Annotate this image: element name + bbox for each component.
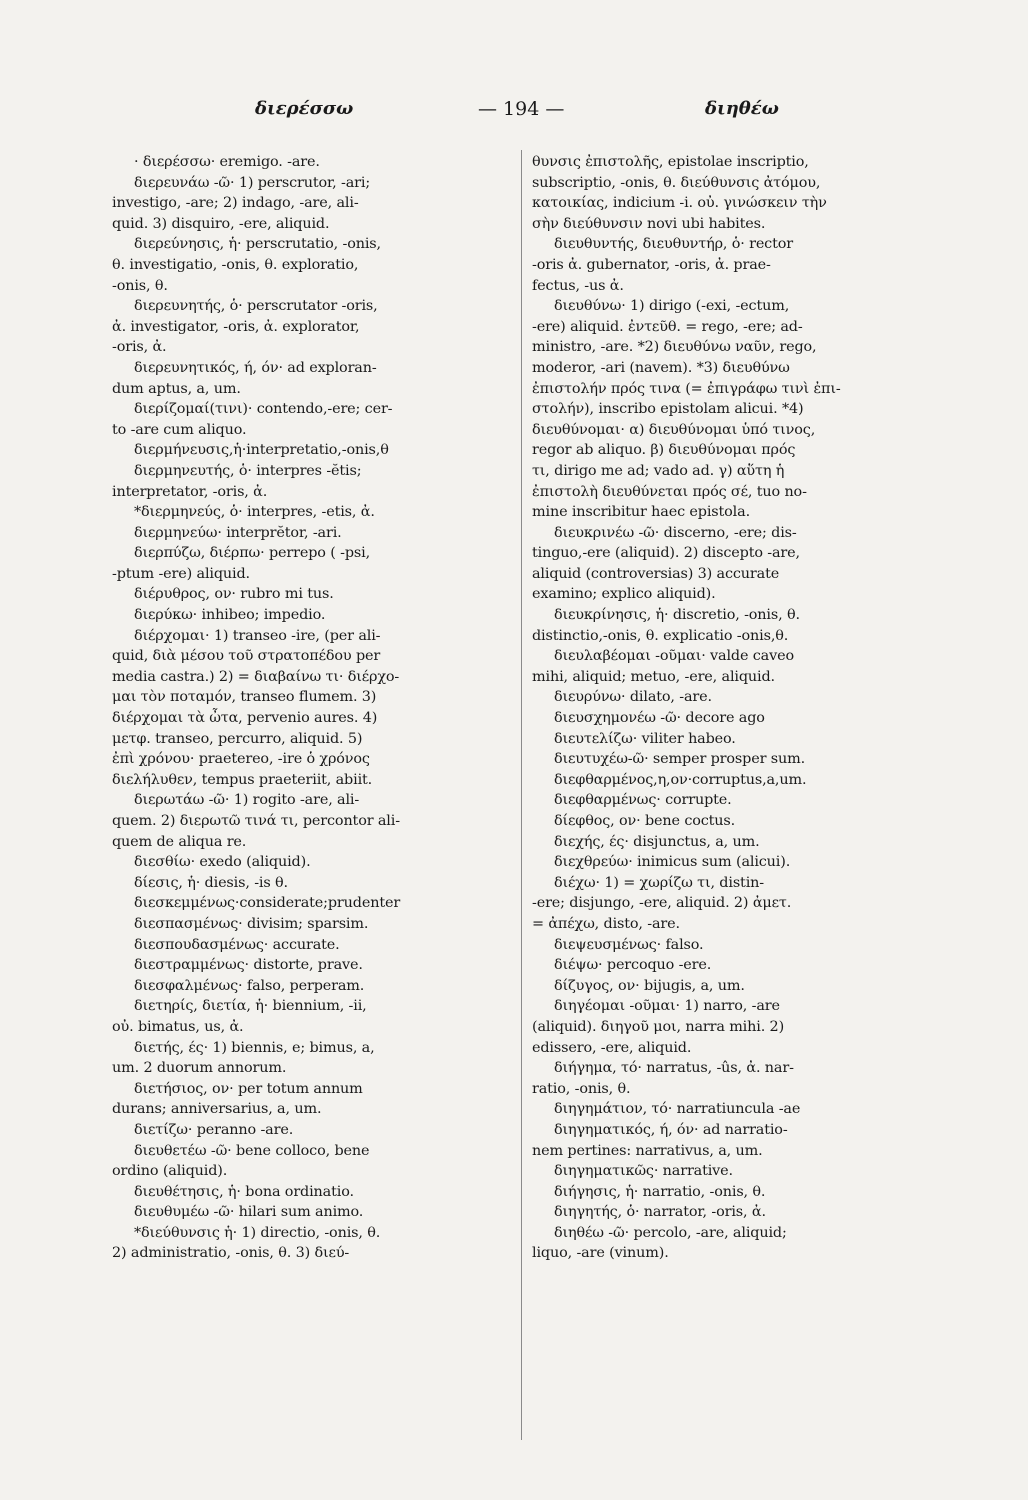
entry-line: ratio, -onis, θ. <box>532 1080 631 1097</box>
entry-line: distinctio,-onis, θ. explicatio -onis,θ. <box>532 627 789 644</box>
entry-line: διευθέτησις, ἡ· bona ordinatio. <box>134 1183 354 1200</box>
entry-line: subscriptio, -onis, θ. διεύθυνσις ἀτόμου, <box>532 174 821 191</box>
entry-line: διεσφαλμένως· falso, perperam. <box>134 977 365 994</box>
entry-line: διεσπουδασμένως· accurate. <box>134 936 340 953</box>
entry-line: interpretator, -oris, ἀ. <box>112 483 268 500</box>
entry-line: θυνσις ἐπιστολῆς, epistolae inscriptio, <box>532 154 809 170</box>
entry-line: examino; explico aliquid). <box>532 586 716 603</box>
entry-line: moderor, -ari (navem). *3) διευθύνω <box>532 359 790 376</box>
entry-line: *διερμηνεύς, ὁ· interpres, -etis, ἀ. <box>134 504 375 521</box>
entry-line: liquo, -are (vinum). <box>532 1245 669 1262</box>
entry-line: quem. 2) διερωτῶ τινά τι, percontor ali- <box>112 813 400 829</box>
header-last-entry: διηθέω <box>705 98 779 119</box>
right-column <box>532 152 924 1264</box>
entry-line: διηγηματικῶς· narrative. <box>554 1163 733 1180</box>
entry-line: διερμηνευτής, ὁ· interpres -ĕtis; <box>134 462 362 479</box>
entry-line: δίζυγος, ον· bijugis, a, um. <box>554 977 745 994</box>
entry-line: διηγητής, ὁ· narrator, -oris, ἀ. <box>554 1204 766 1221</box>
entry-line: διερπύζω, διέρπω· perrepo ( -psi, <box>134 545 371 562</box>
left-column <box>112 152 512 1264</box>
entry-line: -oris ἀ. gubernator, -oris, ἀ. prae- <box>532 256 771 273</box>
entry-line: διεστραμμένως· distorte, prave. <box>134 957 363 974</box>
entry-line: -onis, θ. <box>112 277 168 294</box>
entry-line: διέψω· percoquo -ere. <box>554 957 712 974</box>
entry-line: edissero, -ere, aliquid. <box>532 1039 692 1056</box>
entry-line: διερωτάω -ῶ· 1) rogito -are, ali- <box>134 792 360 809</box>
entry-line: διερμήνευσις,ἡ·interpretatio,-onis,θ <box>134 442 389 459</box>
entry-line: διερευνάω -ῶ· 1) perscrutor, -ari; <box>134 174 371 191</box>
entry-line: διελήλυθεν, tempus praeteriit, abiit. <box>112 771 373 788</box>
entry-line: διεχής, ές· disjunctus, a, um. <box>554 833 760 850</box>
entry-line: σὴν διεύθυνσιν novi ubi habites. <box>532 215 766 232</box>
entry-line: διευτελίζω· viliter habeo. <box>554 730 736 747</box>
entry-line: διερεύνησις, ἡ· perscrutatio, -onis, <box>134 236 381 253</box>
entry-line: = ἀπέχω, disto, -are. <box>532 915 680 932</box>
entry-line: διετήσιος, ον· per totum annum <box>134 1080 363 1097</box>
entry-line: κατοικίας, indicium -i. οὐ. γινώσκειν τὴν <box>532 195 827 212</box>
entry-line: διευσχημονέω -ῶ· decore ago <box>554 710 765 727</box>
entry-line: διέρυθρος, ον· rubro mi tus. <box>134 586 334 603</box>
entry-line: ἐπιστολὴ διευθύνεται πρός σέ, tuo no- <box>532 483 807 500</box>
entry-line: aliquid (controversias) 3) accurate <box>532 565 780 582</box>
entry-line: διετίζω· peranno -are. <box>134 1121 294 1138</box>
entry-line: διερευνητής, ὁ· perscrutator -oris, <box>134 298 378 315</box>
entry-line: διευθύνω· 1) dirigo (-exi, -ectum, <box>554 298 790 315</box>
entry-line: 2) administratio, -onis, θ. 3) διεύ- <box>112 1245 350 1262</box>
entry-line: διήγημα, τό· narratus, -ûs, ἀ. nar- <box>554 1060 794 1077</box>
entry-line: θ. investigatio, -onis, θ. exploratio, <box>112 256 359 273</box>
entry-line: διηγηματικός, ή, όν· ad narratio- <box>554 1121 788 1138</box>
entry-line: -oris, ἀ. <box>112 339 167 356</box>
entry-line: διεχθρεύω· inimicus sum (alicui). <box>554 854 791 871</box>
entry-line: διερύκω· inhibeo; impedio. <box>134 607 326 624</box>
entry-line: διέρχομαι· 1) transeo -ire, (per ali- <box>134 627 381 644</box>
entry-line: μαι τὸν ποταμόν, transeo flumem. 3) <box>112 689 377 706</box>
entry-line: regor ab aliquo. β) διευθύνομαι πρός <box>532 442 796 459</box>
column-divider <box>521 150 522 1440</box>
entry-line: διεσθίω· exedo (aliquid). <box>134 854 311 871</box>
entry-line: διηγέομαι -οῦμαι· 1) narro, -are <box>554 998 780 1015</box>
entry-line: διευθύνομαι· α) διευθύνομαι ὑπό τινος, <box>532 421 816 438</box>
entry-line: ἐπὶ χρόνου· praetereo, -ire ὁ χρόνος <box>112 751 370 768</box>
entry-line: στολήν), inscribo epistolam alicui. *4) <box>532 401 804 418</box>
entry-line: tinguo,-ere (aliquid). 2) discepto -are, <box>532 545 800 562</box>
entry-line: διεψευσμένως· falso. <box>554 936 704 953</box>
entry-line: media castra.) 2) = διαβαίνω τι· διέρχο- <box>112 668 400 685</box>
entry-line: nem pertines: narrativus, a, um. <box>532 1142 763 1159</box>
entry-line: -ere; disjungo, -ere, aliquid. 2) ἀμετ. <box>532 895 792 912</box>
entry-line: οὐ. bimatus, us, ἀ. <box>112 1018 244 1035</box>
entry-line: ministro, -are. *2) διευθύνω ναῦν, rego, <box>532 339 817 356</box>
entry-line: to -are cum aliquo. <box>112 421 247 438</box>
entry-line: (aliquid). διηγοῦ μοι, narra mihi. 2) <box>532 1018 785 1035</box>
entry-line: ἀ. investigator, -oris, ἀ. explorator, <box>112 318 360 335</box>
entry-line: · διερέσσω· eremigo. -are. <box>134 154 320 170</box>
page-header <box>0 98 1028 138</box>
entry-line: durans; anniversarius, a, um. <box>112 1101 322 1118</box>
entry-line: τι, dirigo me ad; vado ad. γ) αὕτη ἡ <box>532 462 785 479</box>
entry-line: quid. 3) disquiro, -ere, aliquid. <box>112 215 330 232</box>
entry-line: quid, διὰ μέσου τοῦ στρατοπέδου per <box>112 648 381 665</box>
entry-line: -ere) aliquid. ἐντεῦθ. = rego, -ere; ad- <box>532 318 803 335</box>
entry-line: διετής, ές· 1) biennis, e; bimus, a, <box>134 1039 375 1056</box>
entry-line: διηθέω -ῶ· percolo, -are, aliquid; <box>554 1224 787 1241</box>
entry-line: διεσκεμμένως·considerate;prudenter <box>134 895 401 912</box>
entry-line: διευκρίνησις, ἡ· discretio, -onis, θ. <box>554 607 800 624</box>
entry-line: διευθυμέω -ῶ· hilari sum animo. <box>134 1204 364 1221</box>
entry-line: διευθετέω -ῶ· bene colloco, bene <box>134 1142 370 1159</box>
entry-line: um. 2 duorum annorum. <box>112 1060 287 1077</box>
entry-line: διευκρινέω -ῶ· discerno, -ere; dis- <box>554 524 797 541</box>
entry-line: μετφ. transeo, percurro, aliquid. 5) <box>112 730 363 747</box>
entry-line: διερίζομαί(τινι)· contendo,-ere; cer- <box>134 401 393 418</box>
page-number: — 194 — <box>478 98 565 120</box>
entry-line: διηγημάτιον, τό· narratiuncula -ae <box>554 1101 801 1118</box>
entry-line: mine inscribitur haec epistola. <box>532 504 750 521</box>
entry-line: ordino (aliquid). <box>112 1163 228 1180</box>
entry-line: δίεσις, ἡ· diesis, -is θ. <box>134 874 288 891</box>
entry-line: mihi, aliquid; metuo, -ere, aliquid. <box>532 668 775 685</box>
entry-line: διέρχομαι τὰ ὦτα, pervenio aures. 4) <box>112 710 378 727</box>
entry-line: διερμηνεύω· interprĕtor, -ari. <box>134 524 342 541</box>
entry-line: διευλαβέομαι -οῦμαι· valde caveo <box>554 648 794 665</box>
entry-line: διετηρίς, διετία, ἡ· biennium, -ii, <box>134 998 367 1015</box>
entry-line: dum aptus, a, um. <box>112 380 241 397</box>
entry-line: quem de aliqua re. <box>112 833 247 850</box>
entry-line: διέχω· 1) = χωρίζω τι, distin- <box>554 874 764 891</box>
entry-line: διεφθαρμένος,η,ον·corruptus,a,um. <box>554 771 807 788</box>
entry-line: διευθυντής, διευθυντήρ, ὁ· rector <box>554 236 793 253</box>
entry-line: investigo, -are; 2) indago, -are, ali- <box>112 195 359 212</box>
entry-line: δίεφθος, ον· bene coctus. <box>554 813 736 829</box>
entry-line: ἐπιστολήν πρός τινα (= ἐπιγράφω τινὶ ἐπι- <box>532 380 841 397</box>
entry-line: -ptum -ere) aliquid. <box>112 565 250 582</box>
entry-line: διήγησις, ἡ· narratio, -onis, θ. <box>554 1183 766 1200</box>
entry-line: διευρύνω· dilato, -are. <box>554 689 712 706</box>
entry-line: διερευνητικός, ή, όν· ad exploran- <box>134 359 377 376</box>
entry-line: *διεύθυνσις ἡ· 1) directio, -onis, θ. <box>134 1224 381 1241</box>
header-first-entry: διερέσσω <box>255 98 354 119</box>
entry-line: διεσπασμένως· divisim; sparsim. <box>134 915 369 932</box>
entry-line: διεφθαρμένως· corrupte. <box>554 792 732 809</box>
entry-line: fectus, -us ἀ. <box>532 277 624 294</box>
entry-line: διευτυχέω-ῶ· semper prosper sum. <box>554 751 805 768</box>
